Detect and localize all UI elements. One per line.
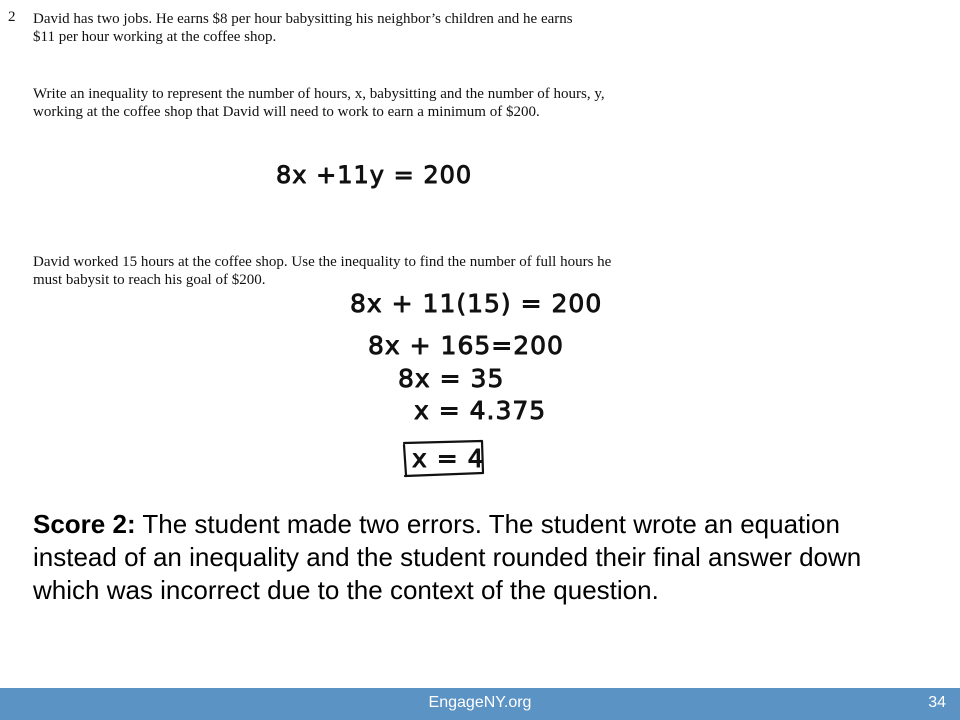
page-number: 34 xyxy=(928,694,946,711)
work-step: 8x + 165=200 xyxy=(368,331,564,360)
work-step: x = 4.375 xyxy=(414,396,547,425)
question-prompt xyxy=(33,10,573,46)
part-a-line: working at the coffee shop that David will need to work to earn a minimum of $200. xyxy=(33,104,540,120)
part-b-prompt xyxy=(33,253,611,289)
question-number: 2 xyxy=(8,9,16,25)
prompt-line: David has two jobs. He earns $8 per hour babysitting his neighbor’s children and he earns xyxy=(33,11,573,27)
part-b-line: must babysit to reach his goal of $200. xyxy=(33,272,266,288)
prompt-line: $11 per hour working at the coffee shop. xyxy=(33,29,277,45)
score-commentary xyxy=(33,508,923,607)
part-b-line: David worked 15 hours at the coffee shop. Use the inequality to find the number of full hours he xyxy=(33,254,612,270)
part-a-line: Write an inequality to represent the number of hours, x, babysitting and the number of hours, y, xyxy=(33,86,605,102)
footer-bar xyxy=(0,688,960,720)
work-step: 8x + 11(15) = 200 xyxy=(350,289,603,318)
footer-site-link: EngageNY.org xyxy=(428,694,532,711)
handwritten-work-b xyxy=(340,285,603,485)
score-label: Score 2: xyxy=(33,509,136,539)
work-step: 8x = 35 xyxy=(398,364,505,393)
handwritten-equation-a xyxy=(270,150,473,205)
part-a-answer: 8x +11y = 200 xyxy=(276,161,473,189)
final-answer: x = 4 xyxy=(412,444,485,473)
part-a-prompt xyxy=(33,85,605,121)
score-explanation: The student made two errors. The student wrote an equation instead of an inequality and the student rounded their final answer down which was incorrect due to the context of the question. xyxy=(33,509,862,605)
